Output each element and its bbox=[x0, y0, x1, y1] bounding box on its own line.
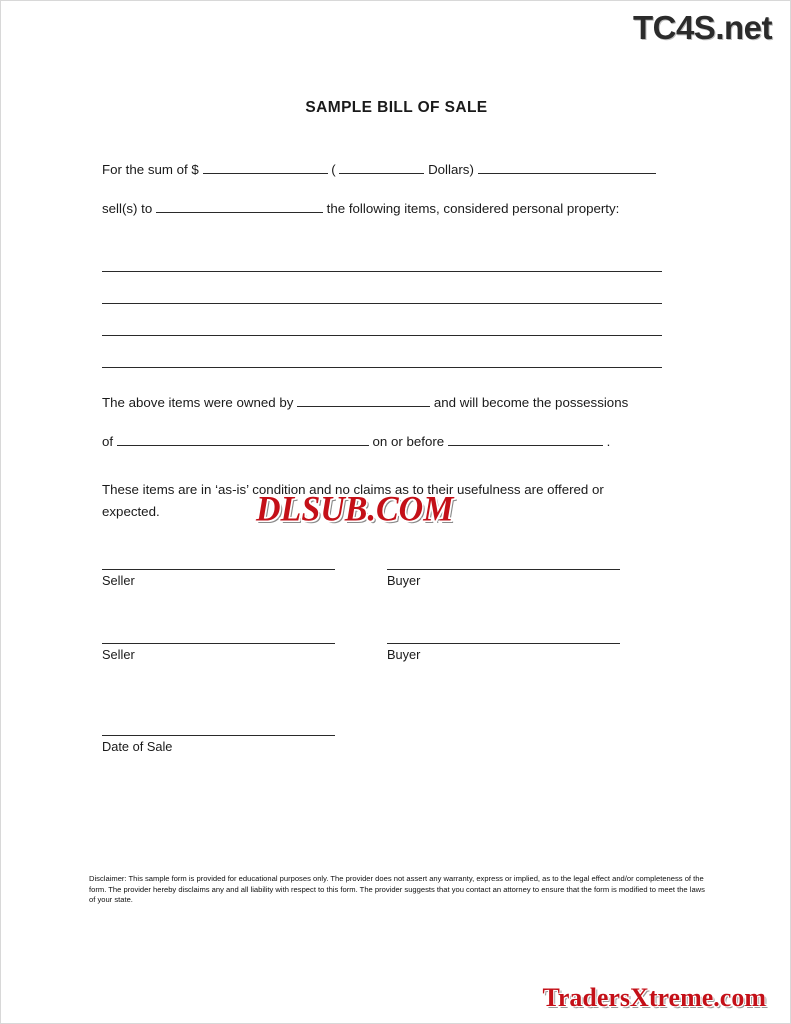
dollars-label: Dollars) bbox=[428, 162, 474, 177]
item-description-lines bbox=[102, 240, 662, 368]
sell-to-label: sell(s) to bbox=[102, 201, 153, 216]
seller-name-field[interactable] bbox=[478, 159, 656, 174]
seller-signature-1 bbox=[102, 551, 335, 588]
date-block bbox=[102, 717, 662, 757]
sum-label: For the sum of $ bbox=[102, 162, 199, 177]
buyer-label-1: Buyer bbox=[387, 573, 421, 588]
seller-label-2: Seller bbox=[102, 647, 135, 662]
buyer-signature-2 bbox=[387, 625, 620, 662]
item-line-3[interactable] bbox=[102, 304, 662, 336]
sell-to-line bbox=[102, 198, 662, 220]
seller-label-1: Seller bbox=[102, 573, 135, 588]
new-owner-field[interactable] bbox=[117, 431, 369, 446]
item-line-4[interactable] bbox=[102, 336, 662, 368]
signature-block-1 bbox=[102, 551, 662, 597]
possessions-label: and will become the possessions bbox=[433, 395, 629, 410]
watermark-top-right: TC4S.net bbox=[632, 9, 772, 46]
date-of-sale-line[interactable] bbox=[102, 717, 335, 736]
date-of-sale-label: Date of Sale bbox=[102, 739, 173, 754]
buyer-name-field[interactable] bbox=[156, 198, 323, 213]
item-line-2[interactable] bbox=[102, 272, 662, 304]
transfer-date-field[interactable] bbox=[448, 431, 603, 446]
seller-signature-2 bbox=[102, 625, 335, 662]
paren-open-label: ( bbox=[331, 162, 336, 177]
owner-name-field[interactable] bbox=[297, 392, 430, 407]
owned-by-line bbox=[102, 392, 662, 414]
sum-line bbox=[102, 159, 662, 181]
item-line-1[interactable] bbox=[102, 240, 662, 272]
of-label: of bbox=[102, 434, 114, 449]
page-title: SAMPLE BILL OF SALE bbox=[305, 99, 488, 116]
buyer-signature-line-2[interactable] bbox=[387, 625, 620, 644]
date-of-sale-group bbox=[102, 717, 335, 754]
buyer-signature-line-1[interactable] bbox=[387, 551, 620, 570]
seller-signature-line-2[interactable] bbox=[102, 625, 335, 644]
seller-signature-line-1[interactable] bbox=[102, 551, 335, 570]
form-body bbox=[102, 159, 662, 757]
disclaimer-text: Disclaimer: This sample form is provided for educational purposes only. The provider does not assert any warranty, express or implied, as to the legal effect and/or completeness of the form. The provider hereby disclaims any and all liability with respect to this form. The provider suggests that you contact an attorney to ensure that the form is modified to meet the laws of your state. bbox=[89, 874, 705, 904]
watermark-center: DLSUB.COM bbox=[256, 490, 454, 529]
on-or-before-label: on or before bbox=[372, 434, 445, 449]
possession-of-line bbox=[102, 431, 662, 453]
items-label: the following items, considered personal property: bbox=[326, 201, 620, 216]
signature-block-2 bbox=[102, 625, 662, 671]
buyer-label-2: Buyer bbox=[387, 647, 421, 662]
condition-paragraph: These items are in ‘as-is’ condition and no claims as to their usefulness are offered or expected. bbox=[102, 482, 604, 519]
owned-by-label: The above items were owned by bbox=[102, 395, 294, 410]
buyer-signature-1 bbox=[387, 551, 620, 588]
watermark-bottom-right: TradersXtreme.com bbox=[542, 983, 766, 1012]
sum-words-field[interactable] bbox=[339, 159, 424, 174]
period-label: . bbox=[606, 434, 611, 449]
sum-amount-field[interactable] bbox=[203, 159, 328, 174]
